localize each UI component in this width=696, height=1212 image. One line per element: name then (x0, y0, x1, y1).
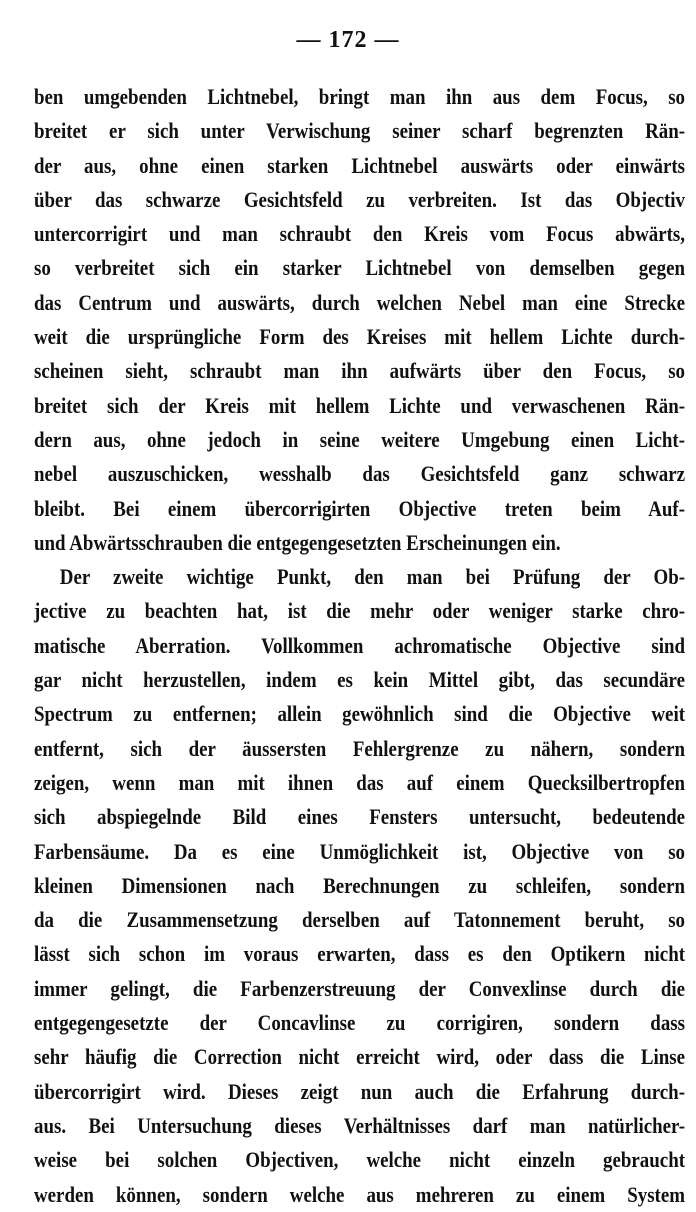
text-line: entfernt, sich der äussersten Fehlergrenze zu nähern, sondern (34, 735, 686, 761)
paragraph-last-line: und Abwärtsschrauben die entgegengesetzten Erscheinungen ein. (34, 529, 561, 555)
text-line: nebel auszuschicken, wesshalb das Gesichtsfeld ganz schwarz (34, 461, 686, 487)
text-line: der aus, ohne einen starken Lichtnebel auswärts oder einwärts (34, 152, 686, 178)
text-line: untercorrigirt und man schraubt den Kreis vom Focus abwärts, (34, 221, 686, 247)
text-line: scheinen sieht, schraubt man ihn aufwärts über den Focus, so (34, 358, 686, 384)
text-line: jective zu beachten hat, ist die mehr oder weniger starke chro- (34, 598, 686, 624)
text-line: gar nicht herzustellen, indem es kein Mittel gibt, das secundäre (34, 667, 686, 693)
text-line: Spectrum zu entfernen; allein gewöhnlich sind die Objective weit (34, 701, 686, 727)
text-line: übercorrigirt wird. Dieses zeigt nun auch die Erfahrung durch- (34, 1078, 686, 1104)
text-line: kleinen Dimensionen nach Berechnungen zu schleifen, sondern (34, 872, 686, 898)
text-line: dern aus, ohne jedoch in seine weitere Umgebung einen Licht- (34, 426, 686, 452)
paragraph-first-line: Der zweite wichtige Punkt, den man bei Prüfung der Ob- (59, 564, 686, 590)
text-line: so verbreitet sich ein starker Lichtnebel von demselben gegen (34, 255, 686, 281)
text-line: breitet er sich unter Verwischung seiner scharf begrenzten Rän- (34, 118, 686, 144)
body-text (34, 80, 685, 1212)
text-line: werden können, sondern welche aus mehreren zu einem System (34, 1181, 686, 1207)
text-line: sehr häufig die Correction nicht erreicht wird, oder dass die Linse (34, 1044, 686, 1070)
page-number: — 172 — (296, 27, 400, 53)
text-line: entgegengesetzte der Concavlinse zu corrigiren, sondern dass (34, 1010, 686, 1036)
text-line: ben umgebenden Lichtnebel, bringt man ihn aus dem Focus, so (34, 84, 686, 109)
text-line: Farbensäume. Da es eine Unmöglichkeit ist, Objective von so (34, 838, 686, 864)
text-line: bleibt. Bei einem übercorrigirten Objective treten beim Auf- (34, 495, 686, 521)
text-line: matische Aberration. Vollkommen achromatische Objective sind (34, 632, 686, 658)
text-line: immer gelingt, die Farbenzerstreuung der Convexlinse durch die (34, 975, 686, 1001)
text-line: weise bei solchen Objectiven, welche nicht einzeln gebraucht (34, 1147, 686, 1173)
text-line: sich abspiegelnde Bild eines Fensters untersucht, bedeutende (34, 804, 686, 830)
text-line: weit die ursprüngliche Form des Kreises mit hellem Lichte durch- (34, 324, 686, 350)
text-line: breitet sich der Kreis mit hellem Lichte und verwaschenen Rän- (34, 392, 686, 418)
text-line: da die Zusammensetzung derselben auf Tatonnement beruht, so (34, 907, 686, 933)
text-line: über das schwarze Gesichtsfeld zu verbreiten. Ist das Objectiv (34, 186, 686, 212)
text-line: aus. Bei Untersuchung dieses Verhältnisses darf man natürlicher- (34, 1112, 686, 1138)
text-line: lässt sich schon im voraus erwarten, dass es den Optikern nicht (34, 941, 686, 967)
text-line: zeigen, wenn man mit ihnen das auf einem Quecksilbertropfen (34, 769, 686, 795)
text-line: das Centrum und auswärts, durch welchen Nebel man eine Strecke (34, 289, 686, 315)
